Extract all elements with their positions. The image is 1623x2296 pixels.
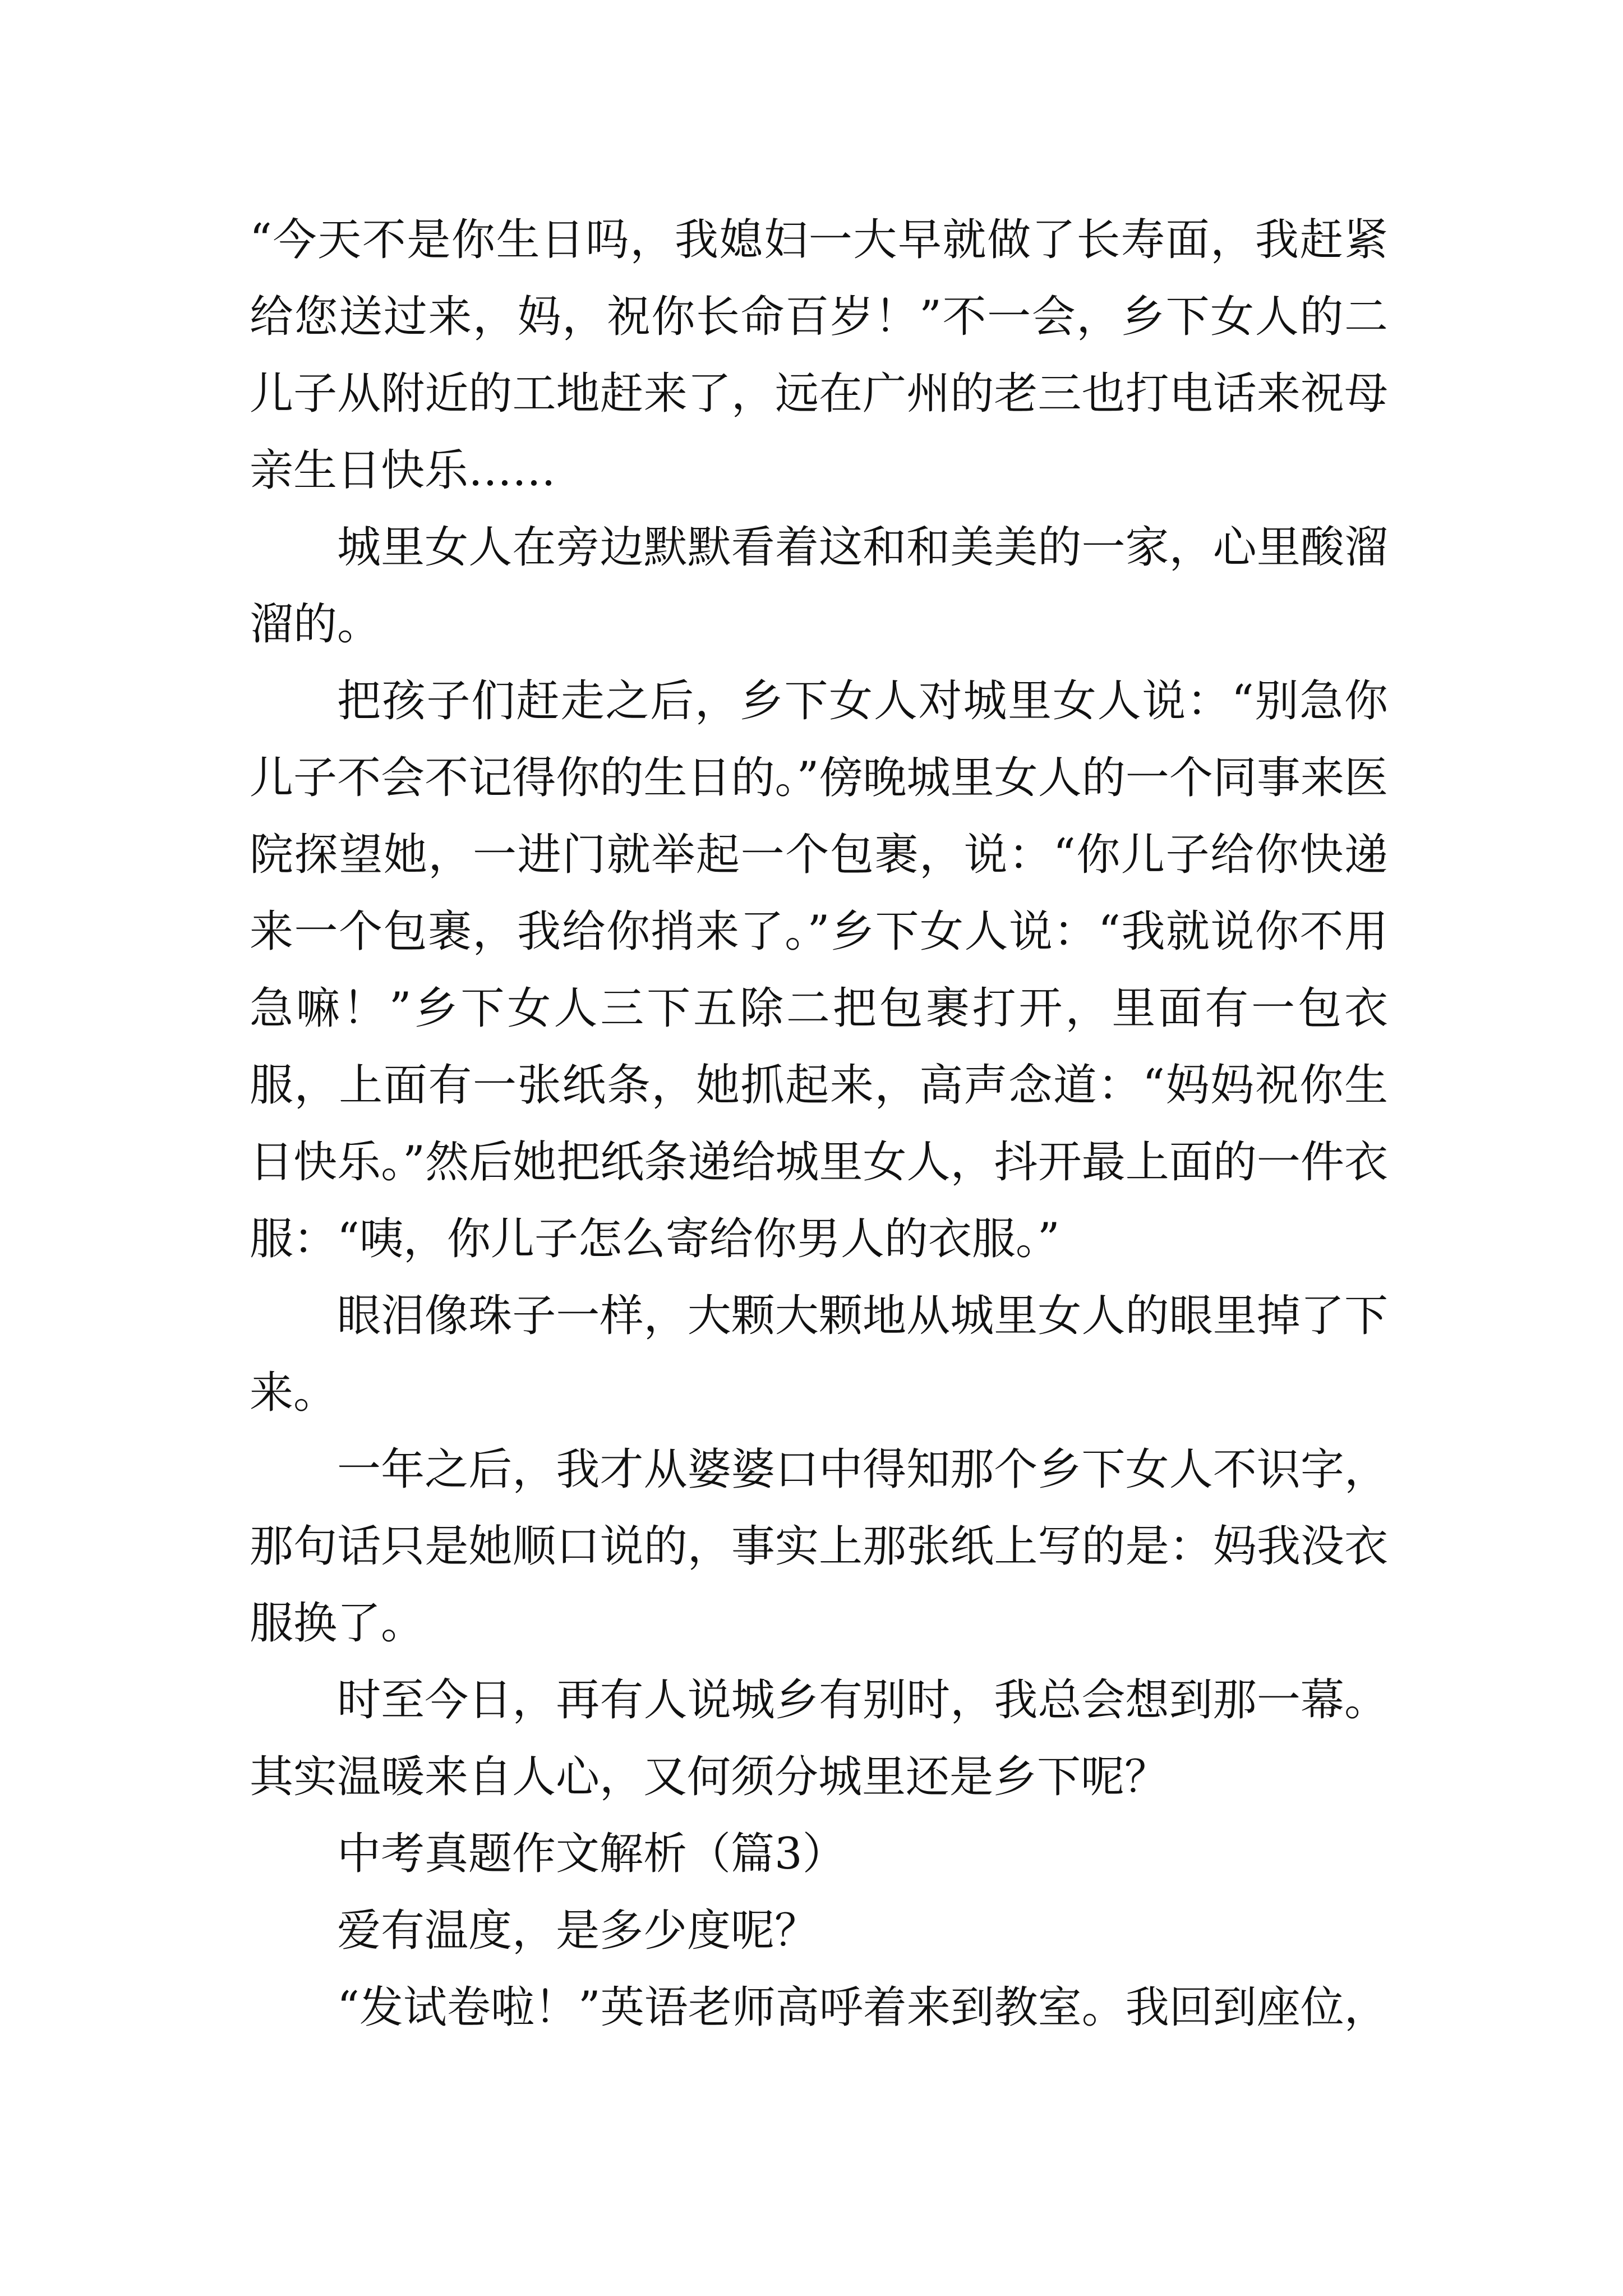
- paragraph: 一年之后，我才从婆婆口中得知那个乡下女人不识字，那句话只是她顺口说的，事实上那张纸上写的是：妈我没衣服换了。: [250, 1444, 1388, 1649]
- paragraph: 把孩子们赶走之后，乡下女人对城里女人说：“别急你儿子不会不记得你的生日的。”傍晚城里女人的一个同事来医院探望她，一进门就举起一个包裹，说：“你儿子给你快递来一个包裹，我给你捎来了。”乡下女人说：“我就说你不用急嘛！”乡下女人三下五除二把包裹打开，里面有一包衣服，上面有一张纸条，她抓起来，高声念道：“妈妈祝你生日快乐。”然后她把纸条递给城里女人，抖开最上面的一件衣服：“咦，你儿子怎么寄给你男人的衣服。”: [250, 676, 1388, 1264]
- document-body: [250, 202, 1388, 2046]
- essay-title: 爱有温度，是多少度呢？: [337, 1906, 819, 1956]
- paragraph: 眼泪像珠子一样，大颗大颗地从城里女人的眼里掉了下来。: [250, 1291, 1388, 1418]
- paragraph-continued: “今天不是你生日吗，我媳妇一大早就做了长寿面，我赶紧给您送过来，妈，祝你长命百岁！”不一会，乡下女人的二儿子从附近的工地赶来了，远在广州的老三也打电话来祝母亲生日快乐……: [250, 215, 1388, 496]
- section-heading: 中考真题作文解析（篇3）: [337, 1829, 846, 1879]
- paragraph: “发试卷啦！”英语老师高呼着来到教室。我回到座位，: [337, 1982, 1388, 2033]
- paragraph: 城里女人在旁边默默看着这和和美美的一家，心里酸溜溜的。: [250, 522, 1388, 650]
- paragraph: 时至今日，再有人说城乡有别时，我总会想到那一幕。其实温暖来自人心，又何须分城里还是乡下呢？: [250, 1675, 1388, 1802]
